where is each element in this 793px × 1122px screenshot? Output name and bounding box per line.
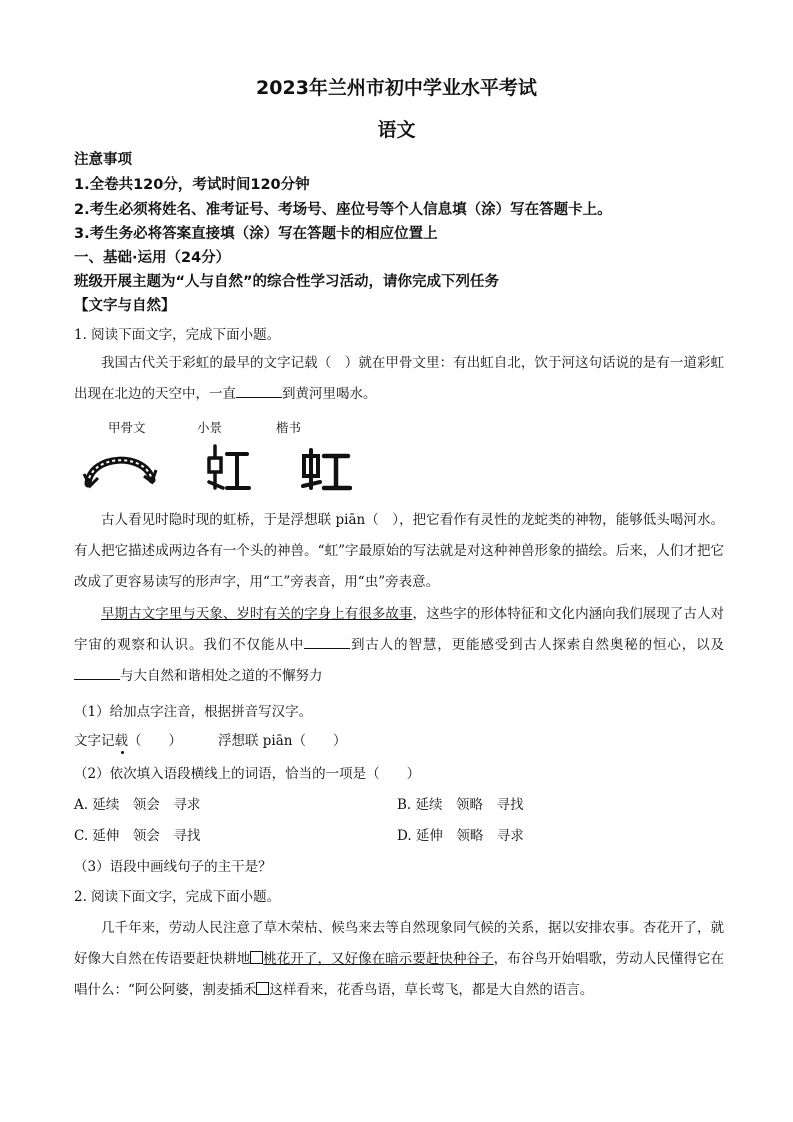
underlined-sentence: 桃花开了，又好像在暗示要赶快种谷子	[263, 951, 494, 967]
q2-p1-text-c: 这样看来，花香鸟语，草长莺飞，都是大自然的语言。	[269, 982, 594, 998]
q1-paragraph-1	[74, 348, 724, 410]
regular-script-hong-glyph	[300, 446, 352, 494]
fill-blank	[236, 383, 282, 398]
fill-blank	[304, 634, 350, 649]
option-d: D. 延伸 领略 寻求	[397, 828, 524, 844]
q2-prompt: 2. 阅读下面文字，完成下面小题。	[74, 889, 281, 905]
sub1-a-text: 文字记	[74, 733, 115, 749]
q2-paragraph-1	[74, 913, 724, 1006]
q1-paragraph-2: 古人看见时隐时现的虹桥，于是浮想联 piān（ ），把它看作有灵性的龙蛇类的神物，能够低头喝河水。有人把它描述成两边各有一个头的神兽。“虹”字最原始的写法就是对这种神兽形象的描绘。后来，人们才把它改成了更容易读写的形声字，用“工”旁表音，用“虫”旁表意。	[74, 512, 724, 590]
oracle-bone-rainbow-glyph	[80, 440, 160, 496]
section-intro: 班级开展主题为“人与自然”的综合性学习活动，请你完成下列任务	[74, 274, 500, 290]
option-a: A. 延续 领会 寻求	[74, 797, 201, 813]
q1-sub1: （1）给加点字注音，根据拼音写汉字。	[74, 704, 313, 720]
q2-p1-text-b: ，布谷鸟开始唱歌，劳动人民懂得它在唱什么：“阿公阿婆，割麦插禾	[74, 951, 725, 998]
script-label-regular: 楷书	[276, 420, 302, 435]
q1-p1-text-a: 我国古代关于彩虹的最早的文字记载（ ）就在甲骨文里：有出虹自北，饮于河这句话说的是有一道彩虹出现在北边的天空中，一直	[74, 355, 724, 402]
q1-sub3: （3）语段中画线句子的主干是？	[74, 859, 272, 875]
q1-p3-text-b: 到古人的智慧，更能感受到古人探索自然奥秘的恒心，以及	[350, 637, 725, 653]
script-label-small-seal: 小景	[197, 420, 223, 435]
answer-paren: （ ）	[128, 733, 182, 749]
notice-item-3: 3.考生务必将答案直接填（涂）写在答题卡的相应位置上	[74, 226, 438, 242]
underlined-sentence: 早期古文字里与天象、岁时有关的字身上有很多故事	[101, 606, 413, 622]
fill-blank	[74, 665, 120, 680]
q1-p3-text-a: ，这些字的形体特征和文化内涵向我们展现了古人对宇宙的观察和认识。我们不仅能从中	[74, 606, 725, 653]
notice-heading: 注意事项	[74, 152, 132, 168]
script-label-oracle: 甲骨文	[108, 420, 146, 435]
dotted-character: 载	[114, 733, 128, 749]
option-b: B. 延续 领略 寻找	[397, 797, 524, 813]
q1-paragraph-3	[74, 599, 724, 692]
exam-title: 2023年兰州市初中学业水平考试	[256, 77, 537, 99]
q1-sub1-item-b: 浮想联 piān（ ）	[218, 733, 347, 749]
q1-sub2: （2）依次填入语段横线上的词语，恰当的一项是（ ）	[74, 766, 421, 782]
q2-p1-text-a: 几千年来，劳动人民注意了草木荣枯、候鸟来去等自然现象同气候的关系，据以安排农事。杏花开了，就好像大自然在传语要赶快耕地	[74, 920, 724, 967]
missing-punctuation-box	[250, 951, 263, 964]
q1-p3-text-c: 与大自然和谐相处之道的不懈努力	[120, 668, 323, 684]
q1-prompt: 1. 阅读下面文字，完成下面小题。	[74, 327, 281, 343]
section-heading: 一、基础·运用（24分）	[74, 250, 231, 266]
option-c: C. 延伸 领会 寻找	[74, 828, 201, 844]
notice-item-2: 2.考生必须将姓名、准考证号、考场号、座位号等个人信息填（涂）写在答题卡上。	[74, 202, 612, 218]
section-subheading: 【文字与自然】	[74, 298, 176, 314]
notice-item-1: 1.全卷共120分，考试时间120分钟	[74, 177, 310, 193]
missing-punctuation-box	[256, 982, 269, 995]
q1-p1-text-b: 到黄河里喝水。	[282, 386, 377, 402]
subject-title: 语文	[377, 119, 416, 141]
small-seal-hong-glyph	[205, 442, 253, 494]
q1-sub1-item-a	[74, 729, 182, 749]
